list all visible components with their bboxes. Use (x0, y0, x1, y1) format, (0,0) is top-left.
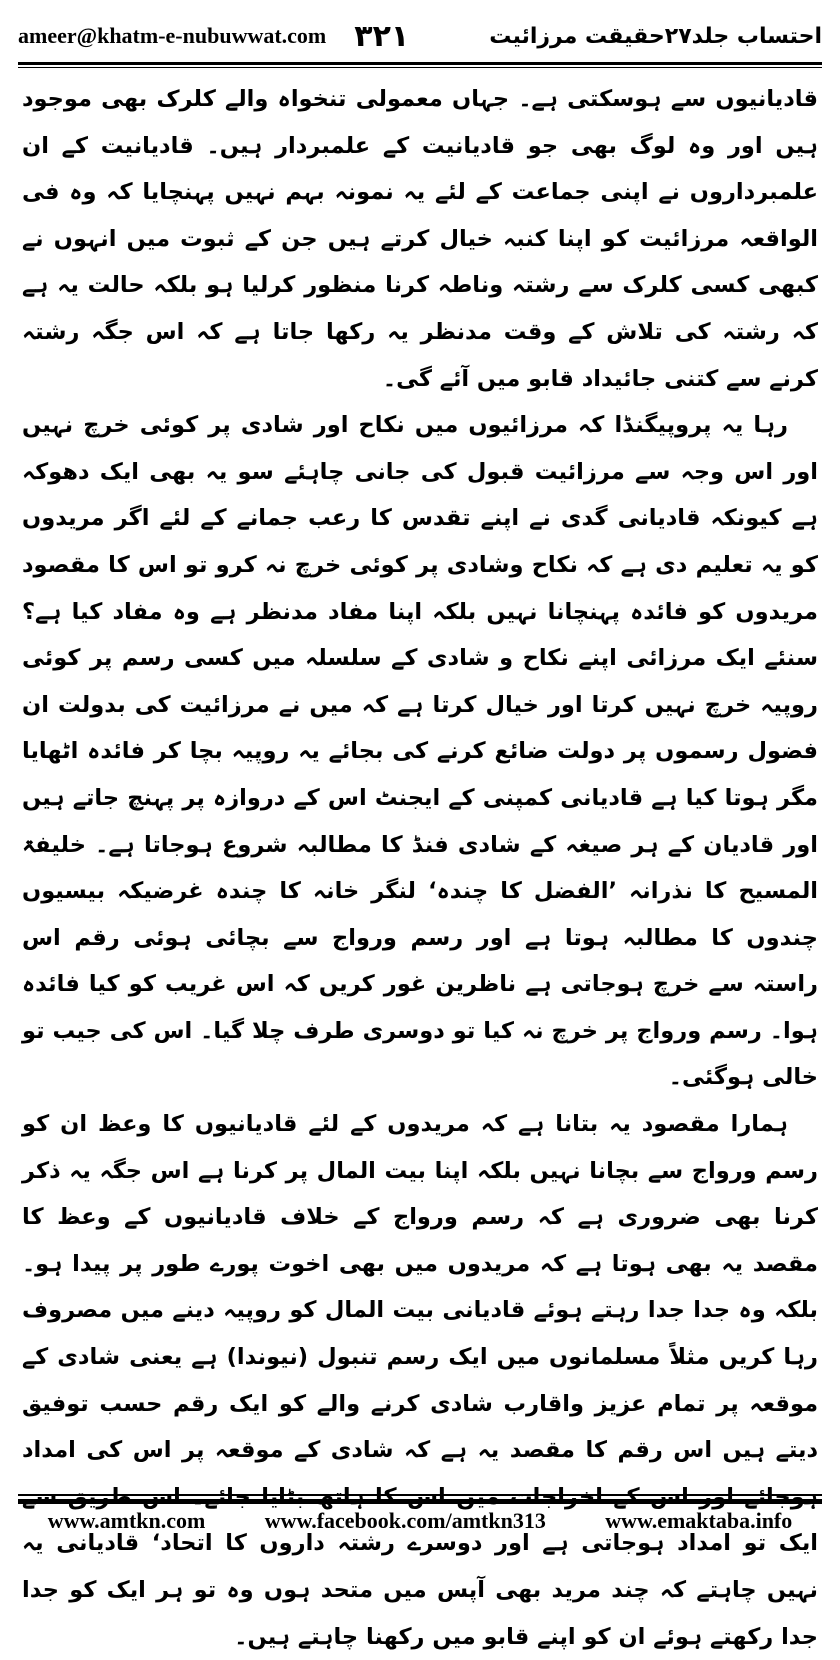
footer-link-emaktaba[interactable]: www.emaktaba.info (605, 1508, 793, 1533)
footer-link-amtkn[interactable]: www.amtkn.com (47, 1508, 206, 1533)
page-footer (18, 1506, 822, 1536)
header-divider-thin (18, 67, 822, 68)
book-title: احتساب جلد۲۷حقیقت مرزائیت (489, 23, 822, 49)
paragraph-3: ہمارا مقصود یہ بتانا ہے کہ مریدوں کے لئے قادیانیوں کا وعظ ان کو رسم ورواج سے بچانا نہیں بلکہ اپنا بیت المال پر کرنا ہے اس جگہ یہ ذکر کرنا بھی ضروری ہے کہ رسم ورواج کے خلاف قادیانیوں کے وعظ کا مقصد یہ بھی ہوتا ہے کہ مریدوں میں بھی اخوت پورے طور پر پیدا ہو۔ بلکہ وہ جدا جدا رہتے ہوئے قادیانی بیت المال کو روپیہ دینے میں مصروف رہا کریں مثلاً مسلمانوں میں ایک رسم تنبول (نیوندا) ہے یعنی شادی کے موقعہ پر تمام عزیز واقارب شادی کرنے والے کو ایک رقم حسب توفیق دیتے ہیں اس رقم کا مقصد یہ ہے کہ شادی کے موقعہ پر اس کی امداد ہوجائے اور اس کے اخراجات میں اس کا ہاتھ بٹایا جائے۔ اس طریق سے ایک تو امداد ہوجاتی ہے اور دوسرے رشتہ داروں کا اتحاد‘ قادیانی یہ نہیں چاہتے کہ چند مرید بھی آپس میں متحد ہوں وہ تو ہر ایک کو جدا جدا رکھتے ہوئے ان کو اپنے قابو میں رکھنا چاہتے ہیں۔ (22, 1111, 818, 1650)
footer-divider (18, 1499, 822, 1504)
footer-link-facebook[interactable]: www.facebook.com/amtkn313 (264, 1508, 546, 1533)
header-email[interactable]: ameer@khatm-e-nubuwwat.com (18, 23, 327, 48)
footer-divider-thin (18, 1494, 822, 1496)
paragraph-2: رہا یہ پروپیگنڈا کہ مرزائیوں میں نکاح اور شادی پر کوئی خرچ نہیں اور اس وجہ سے مرزائیت قبول کی جانی چاہئے سو یہ بھی ایک دھوکہ ہے کیونکہ قادیانی گدی نے اپنے تقدس کا رعب جمانے کے لئے اگر مریدوں کو یہ تعلیم دی ہے کہ نکاح وشادی پر کوئی خرچ نہ کرو تو اس کا مقصود مریدوں کو فائدہ پہنچانا نہیں بلکہ اپنا مفاد مدنظر ہے وہ مفاد کیا ہے؟ سنئے ایک مرزائی اپنے نکاح و شادی کے سلسلہ میں کسی رسم پر کوئی روپیہ خرچ نہیں کرتا اور خیال کرتا ہے کہ میں نے مرزائیت کی بدولت ان فضول رسموں پر دولت ضائع کرنے کی بجائے یہ روپیہ بچا کر فائدہ اٹھایا مگر ہوتا کیا ہے قادیانی کمپنی کے ایجنٹ اس کے دروازہ پر پہنچ جاتے ہیں اور قادیان کے ہر صیغہ کے شادی فنڈ کا مطالبہ شروع ہوجاتا ہے۔ خلیفۃ المسیح کا نذرانہ ’الفضل کا چندہ‘ لنگر خانہ کا چندہ غرضیکہ بیسیوں چندوں کا مطالبہ ہوتا ہے اور رسم ورواج سے بچائی ہوئی رقم اس راستہ سے خرچ ہوجاتی ہے ناظرین غور کریں کہ اس غریب کو کیا فائدہ ہوا۔ رسم ورواج پر خرچ نہ کیا تو دوسری طرف چلا گیا۔ اس کی جیب تو خالی ہوگئی۔ (22, 412, 818, 1091)
header-divider (18, 62, 822, 65)
page-number: ۳۲۱ (354, 18, 410, 54)
paragraph-1: قادیانیوں سے ہوسکتی ہے۔ جہاں معمولی تنخواہ والے کلرک بھی موجود ہیں اور وہ لوگ بھی جو قادیانیت کے علمبردار ہیں۔ قادیانیت کے ان علمبرداروں نے اپنی جماعت کے لئے یہ نمونہ بہم نہیں پہنچایا کہ وہ فی الواقعہ مرزائیت کو اپنا کنبہ خیال کرتے ہیں جن کے ثبوت میں انہوں نے کبھی کسی کلرک سے رشتہ وناطہ کرنا منظور کرلیا ہو بلکہ حالت یہ ہے کہ رشتہ کی تلاش کے وقت مدنظر یہ رکھا جاتا ہے کہ اس جگہ رشتہ کرنے سے کتنی جائیداد قابو میں آئے گی۔ (22, 86, 818, 392)
header-left (18, 19, 409, 54)
page-header (18, 14, 822, 58)
